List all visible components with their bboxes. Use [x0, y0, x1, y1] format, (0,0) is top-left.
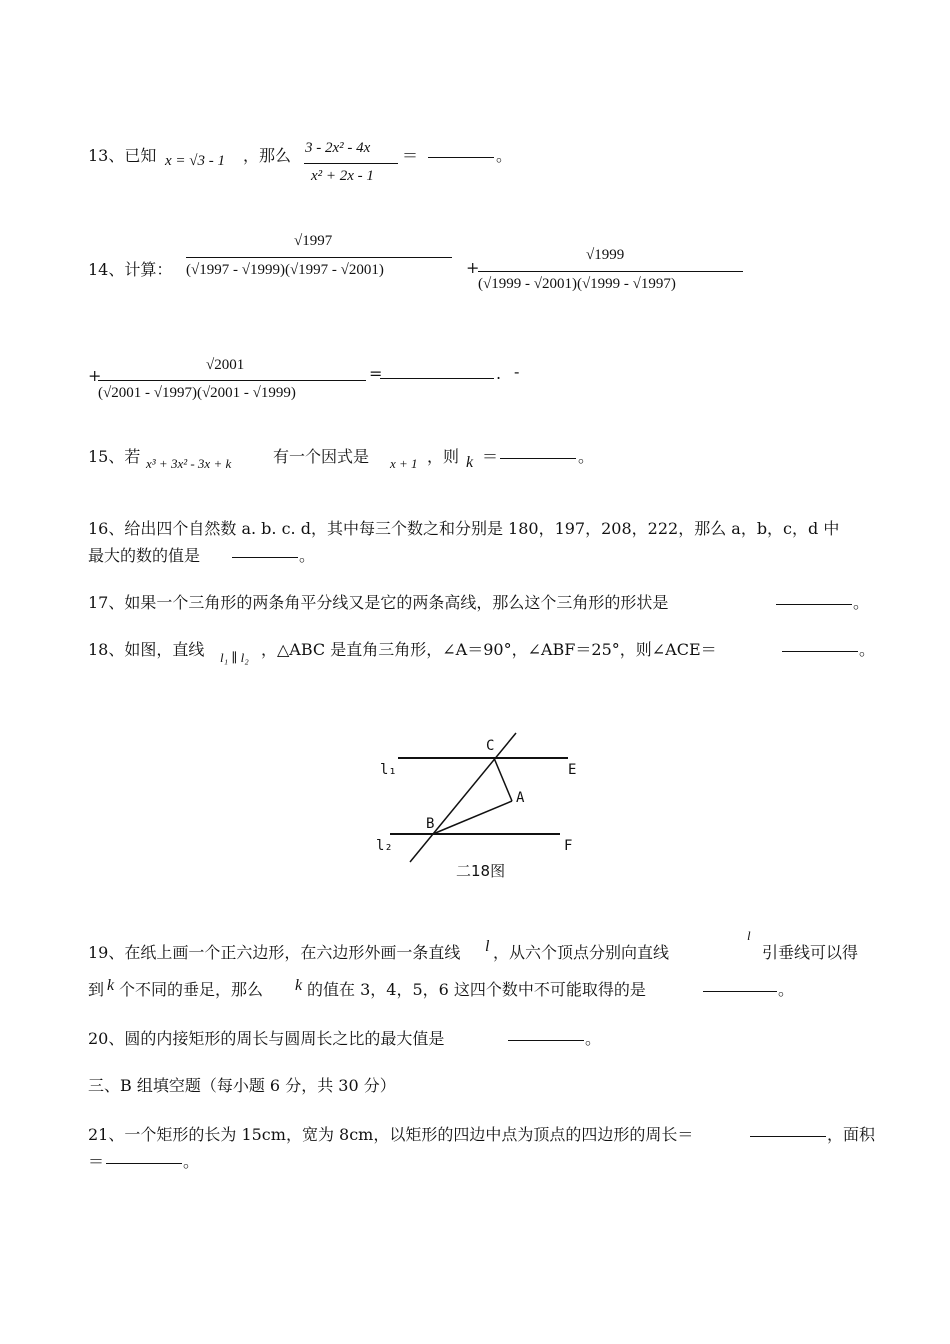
q21-perimeter-blank[interactable] [750, 1122, 826, 1137]
q13-equals: ＝ [402, 146, 419, 165]
q13-end: 。 [496, 146, 513, 165]
label-A: A [516, 790, 525, 806]
q13-numerator: 3 - 2x² - 4x [305, 140, 371, 156]
q14-term3-denominator: (√2001 - √1997)(√2001 - √1999) [98, 385, 296, 401]
q14-equals: = [369, 364, 383, 383]
q21-mid: ，面积 [827, 1125, 876, 1144]
section-3-title: 三、B 组填空题（每小题 6 分，共 30 分） [88, 1076, 396, 1095]
q15-end: 。 [578, 447, 595, 466]
q17-end: 。 [853, 593, 870, 612]
q20-text: 20、圆的内接矩形的周长与圆周长之比的最大值是 [88, 1029, 445, 1048]
q19-answer-blank[interactable] [703, 977, 777, 992]
q15-then: ，则 [427, 447, 460, 466]
label-C: C [486, 738, 495, 754]
q16-line2: 最大的数的值是 [88, 546, 201, 565]
label-l1: l₁ [380, 762, 397, 778]
q19-line-l-2: l [747, 928, 751, 943]
q20-answer-blank[interactable] [508, 1026, 584, 1041]
q18-end: 。 [859, 640, 876, 659]
q15-number: 15、若 [88, 447, 141, 466]
q16-end: 。 [299, 546, 316, 565]
label-E: E [568, 762, 577, 778]
q15-polynomial: x³ + 3x² - 3x + k [146, 456, 232, 471]
q13-denominator: x² + 2x - 1 [311, 168, 374, 184]
q21-line2: ＝ [88, 1152, 105, 1171]
q14-number: 14、计算： [88, 260, 173, 279]
q19-line1-c: 引垂线可以得 [762, 943, 859, 962]
q16-line1: 16、给出四个自然数 a. b. c. d，其中每三个数之和分别是 180，197，208，222，那么 a，b，c，d 中 [88, 519, 840, 538]
segment-AB [433, 801, 512, 834]
q19-end: 。 [778, 980, 795, 999]
q19-line2-a: 到 [88, 980, 105, 999]
transversal-BC [410, 733, 516, 862]
figure-caption: 二18图 [456, 862, 506, 880]
q19-line2-c: 的值在 3，4，5，6 这四个数中不可能取得的是 [307, 980, 646, 999]
q14-plus-1: + [466, 258, 480, 277]
q18-text: ，△ABC 是直角三角形，∠A＝90°，∠ABF＝25°，则∠ACE＝ [261, 640, 717, 659]
q19-line1-b: ，从六个顶点分别向直线 [493, 943, 670, 962]
q14-term1-numerator: √1997 [294, 233, 333, 249]
q19-line-l: l [485, 938, 490, 955]
q18-number: 18、如图，直线 [88, 640, 205, 659]
q19-k-2: k [295, 977, 303, 994]
q19-line2-b: 个不同的垂足，那么 [119, 980, 264, 999]
q20-end: 。 [585, 1029, 602, 1048]
q15-equals: ＝ [482, 447, 499, 466]
q14-term2-denominator: (√1999 - √2001)(√1999 - √1997) [478, 276, 676, 292]
q13-then: ，那么 [243, 146, 292, 165]
q19-line1-a: 19、在纸上画一个正六边形，在六边形外画一条直线 [88, 943, 461, 962]
q14-term1-denominator: (√1997 - √1999)(√1997 - √2001) [186, 262, 384, 278]
q14-end: . [496, 364, 502, 383]
q21-line1: 21、一个矩形的长为 15cm，宽为 8cm，以矩形的四边中点为顶点的四边形的周长＝ [88, 1125, 694, 1144]
label-l2: l₂ [376, 838, 393, 854]
q18-parallel-lines: l₁ ∥ l₂ [220, 650, 249, 665]
q21-area-blank[interactable] [106, 1149, 182, 1164]
q15-k: k [466, 454, 474, 471]
label-B: B [426, 816, 435, 832]
q13-x-definition: x = √3 - 1 [165, 153, 226, 169]
q14-plus-2: + [88, 366, 102, 385]
label-F: F [564, 838, 573, 854]
q14-dash: - [514, 362, 520, 381]
q17-text: 17、如果一个三角形的两条角平分线又是它的两条高线，那么这个三角形的形状是 [88, 593, 669, 612]
q19-k: k [107, 977, 115, 994]
q13-number: 13、已知 [88, 146, 157, 165]
q21-end: 。 [183, 1152, 200, 1171]
q14-term3-numerator: √2001 [206, 357, 245, 373]
q14-term2-numerator: √1999 [586, 247, 625, 263]
q15-mid: 有一个因式是 [273, 447, 370, 466]
segment-CA [494, 758, 512, 801]
q15-factor: x + 1 [390, 456, 418, 471]
